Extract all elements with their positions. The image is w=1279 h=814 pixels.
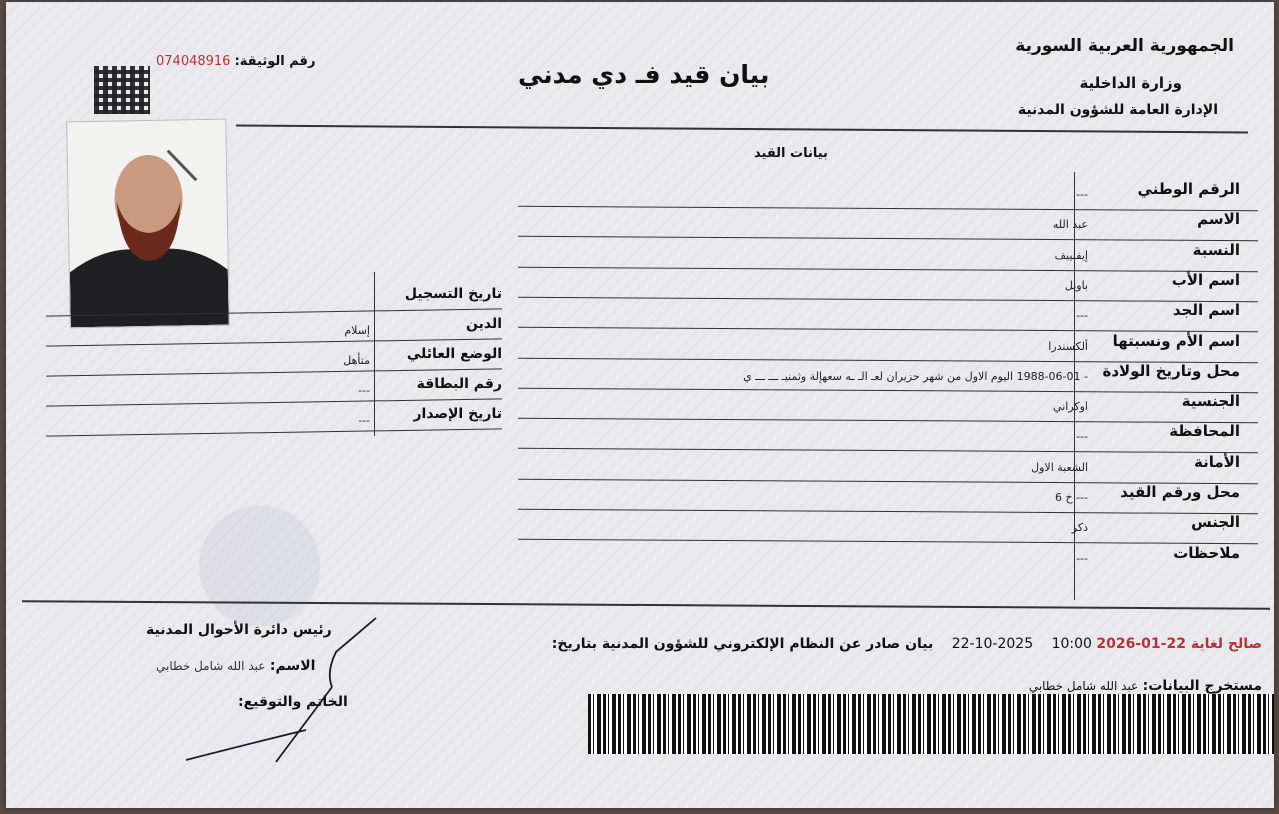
row-divider — [518, 448, 1258, 454]
issued-time: 10:00 — [1051, 636, 1092, 652]
chief-name: عبد الله شامل خطابي — [156, 659, 266, 673]
field-value: عبد الله — [1052, 218, 1088, 232]
row-divider — [518, 418, 1258, 424]
field-value: - 1988-06-01 اليوم الاول من شهر حزيران لعـ الـ ـه سعهإلة وثمنيـ ـــ ـــ ي — [743, 369, 1088, 383]
side-table-divider — [374, 272, 375, 436]
side-field-value: --- — [358, 414, 370, 427]
field-label: ملاحظات — [1173, 543, 1240, 562]
header-divider — [236, 124, 1248, 133]
side-field-value: إسلام — [344, 324, 370, 337]
barcode-icon — [588, 694, 1274, 754]
qr-code-icon — [94, 66, 150, 114]
field-value: --- خ 6 — [1054, 491, 1088, 504]
page-title: بيان قيد فـ دي مدني — [518, 60, 770, 89]
field-value: إيفلييف — [1054, 248, 1088, 262]
chief-name-label: الاسم: — [269, 658, 316, 674]
field-value: --- — [1076, 309, 1088, 323]
field-value: --- — [1076, 430, 1088, 444]
issued-statement — [552, 636, 1262, 652]
field-label: الاسم — [1197, 210, 1240, 229]
valid-until: صالح لغاية 22-01-2026 — [1096, 636, 1262, 652]
extractor-label: مستخرج البيانات: — [1142, 678, 1262, 694]
side-field-label: تاريخ التسجيل — [404, 286, 502, 302]
republic-name: الجمهورية العربية السورية — [1015, 36, 1234, 56]
field-value: ذكر — [1071, 521, 1088, 535]
ministry-name: وزارة الداخلية — [1079, 74, 1182, 92]
field-label: الجنسية — [1181, 392, 1240, 411]
field-label: الرقم الوطني — [1137, 180, 1240, 198]
row-divider — [518, 388, 1258, 394]
side-field-label: تاريخ الإصدار — [413, 406, 502, 422]
stamp-label: الخاتم والتوقيع: — [238, 694, 348, 710]
side-field-label: الوضع العائلي — [406, 346, 502, 362]
row-divider — [518, 297, 1258, 303]
field-label: اسم الأب — [1171, 270, 1240, 289]
row-divider — [518, 266, 1258, 272]
field-value: باويل — [1064, 278, 1088, 292]
extractor-line — [1029, 678, 1262, 694]
signature-scribble — [156, 612, 396, 772]
field-label: النسبة — [1192, 240, 1240, 259]
civil-registry-document — [6, 2, 1274, 808]
row-divider — [518, 539, 1258, 545]
field-value: ألكسندرا — [1048, 339, 1088, 353]
side-row-divider — [46, 428, 502, 436]
row-divider — [518, 509, 1258, 515]
table-column-divider — [1074, 172, 1075, 600]
chief-title: رئيس دائرة الأحوال المدنية — [146, 622, 332, 638]
field-value: --- — [1076, 188, 1088, 201]
side-field-label: الدين — [466, 316, 502, 332]
field-label: الجنس — [1191, 513, 1240, 532]
extractor-name: عبد الله شامل خطابي — [1028, 679, 1139, 693]
side-field-value: --- — [358, 384, 370, 397]
directorate-name: الإدارة العامة للشؤون المدنية — [1017, 102, 1218, 118]
document-number — [156, 54, 315, 69]
issued-date: 2025-10-22 — [951, 636, 1034, 652]
field-label: اسم الجد — [1172, 301, 1240, 320]
section-title: بيانات القيد — [754, 146, 828, 161]
side-field-value: متأهل — [343, 354, 370, 367]
footer-divider — [22, 600, 1270, 610]
field-value: اوكراني — [1053, 400, 1088, 414]
row-divider — [518, 236, 1258, 242]
field-label: محل وتاريخ الولادة — [1102, 361, 1240, 380]
field-label: المحافظة — [1169, 422, 1240, 441]
field-value: الشعبة الاول — [1031, 460, 1088, 474]
field-label: محل ورقم القيد — [1120, 483, 1240, 501]
side-field-label: رقم البطاقة — [416, 376, 502, 392]
field-label: اسم الأم ونسبتها — [1112, 331, 1240, 350]
issued-text: بيان صادر عن النظام الإلكتروني للشؤون المدنية بتاريخ: — [551, 636, 934, 652]
row-divider — [518, 206, 1258, 212]
field-label: الأمانة — [1194, 452, 1240, 471]
portrait-image — [67, 120, 229, 328]
document-number-value: 074048916 — [156, 54, 231, 69]
field-value: --- — [1076, 551, 1088, 565]
document-number-label: رقم الوثيقة: — [234, 54, 316, 69]
person-photo — [66, 119, 230, 329]
